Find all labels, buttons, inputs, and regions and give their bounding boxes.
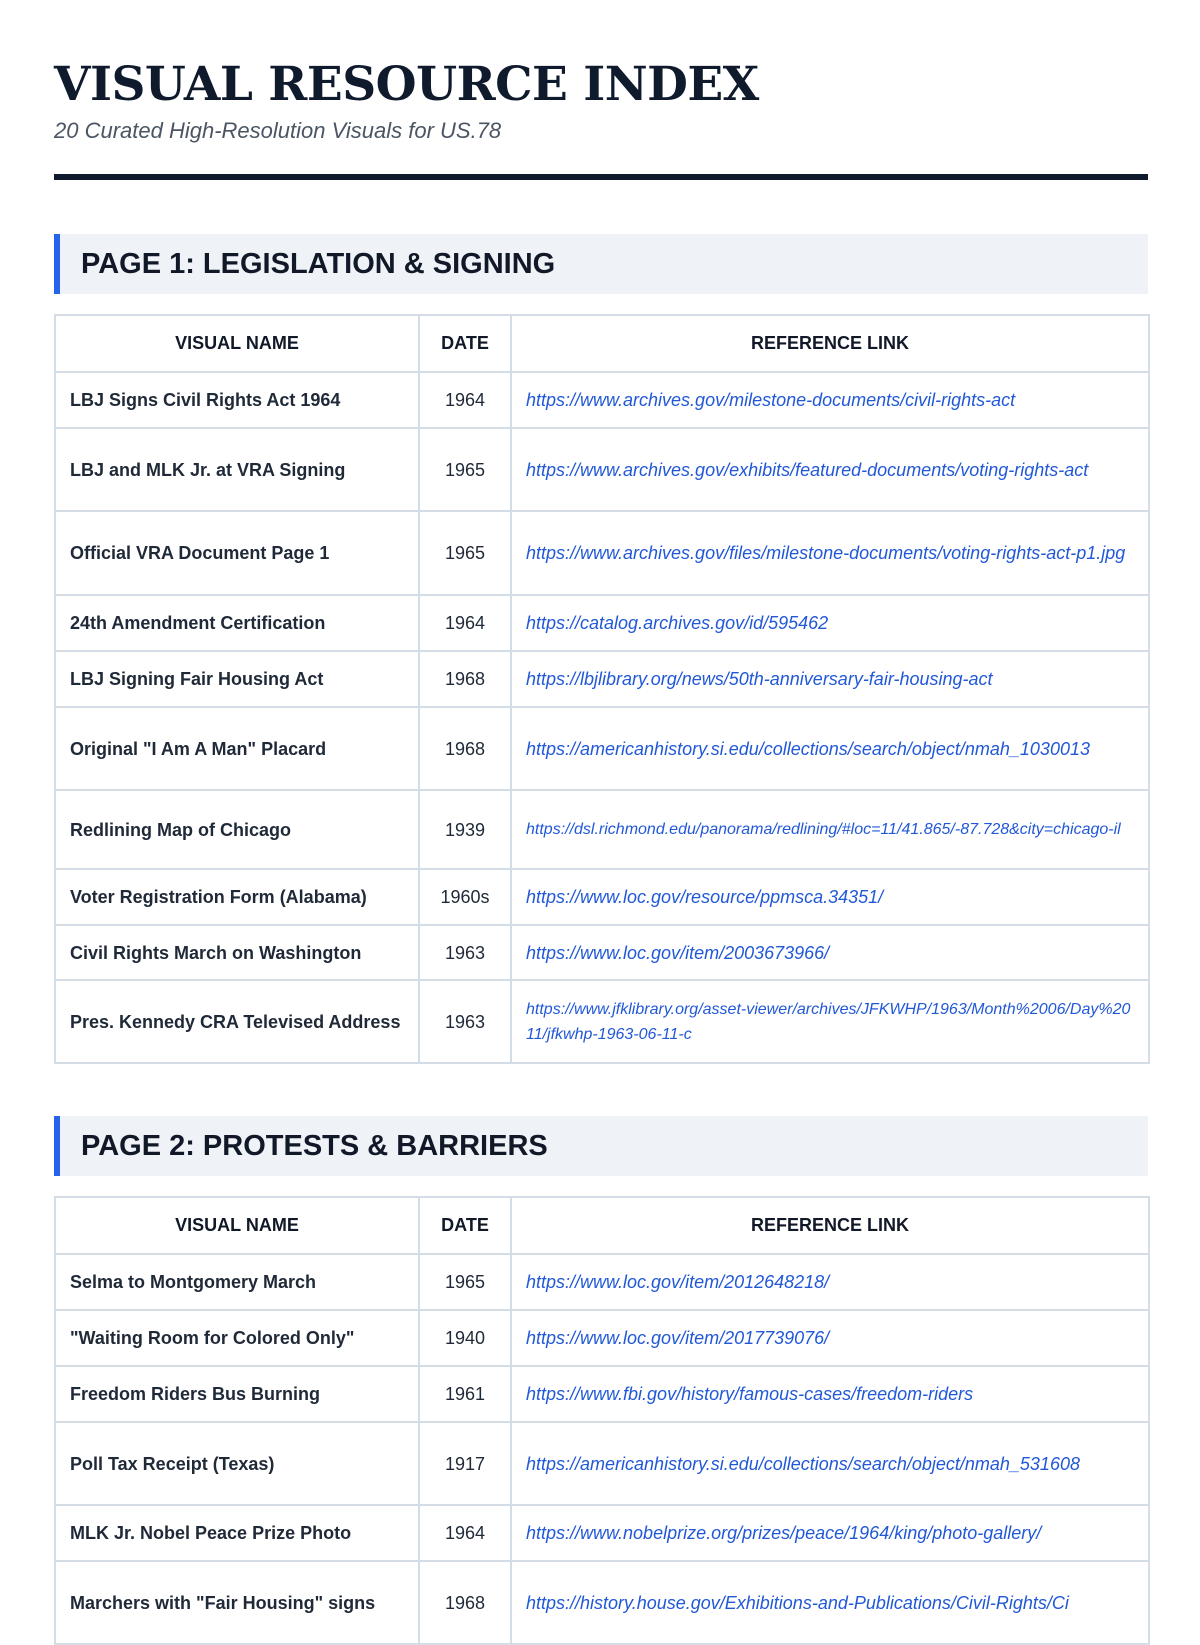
date-cell: 1964 (419, 595, 511, 651)
date-cell: 1964 (419, 372, 511, 428)
visual-name-cell: LBJ and MLK Jr. at VRA Signing (55, 428, 419, 511)
table-row (55, 1366, 1149, 1422)
visual-name-cell: Voter Registration Form (Alabama) (55, 869, 419, 925)
date-cell: 1940 (419, 1310, 511, 1366)
date-cell: 1939 (419, 790, 511, 869)
table-row (55, 372, 1149, 428)
table-row (55, 1561, 1149, 1644)
title-divider (54, 174, 1148, 180)
visual-name-cell: "Waiting Room for Colored Only" (55, 1310, 419, 1366)
column-header-visual-name: VISUAL NAME (55, 315, 419, 372)
date-cell: 1961 (419, 1366, 511, 1422)
visual-name-cell: LBJ Signing Fair Housing Act (55, 651, 419, 707)
table-header-row (55, 315, 1149, 372)
visual-name-cell: Original "I Am A Man" Placard (55, 707, 419, 790)
date-cell: 1968 (419, 707, 511, 790)
section-heading-text: PAGE 1: LEGISLATION & SIGNING (81, 248, 556, 280)
date-cell: 1963 (419, 980, 511, 1063)
visual-name-cell: Selma to Montgomery March (55, 1254, 419, 1310)
reference-link[interactable]: https://history.house.gov/Exhibitions-and-Publications/Civil-Rights/Ci (526, 1592, 1069, 1613)
section-heading-protests (54, 1116, 1148, 1176)
reference-link[interactable]: https://www.archives.gov/files/milestone-documents/voting-rights-act-p1.jpg (526, 543, 1126, 563)
reference-link[interactable]: https://lbjlibrary.org/news/50th-anniversary-fair-housing-act (526, 669, 993, 689)
date-cell: 1968 (419, 1561, 511, 1644)
date-cell: 1965 (419, 428, 511, 511)
table-row (55, 1310, 1149, 1366)
date-cell: 1968 (419, 651, 511, 707)
table-row (55, 1254, 1149, 1310)
visual-name-cell: Pres. Kennedy CRA Televised Address (55, 980, 419, 1063)
table-row (55, 428, 1149, 511)
table-row (55, 707, 1149, 790)
section-heading-text: PAGE 2: PROTESTS & BARRIERS (81, 1130, 548, 1162)
reference-link[interactable]: https://www.loc.gov/resource/ppmsca.34351/ (526, 887, 884, 907)
reference-link[interactable]: https://dsl.richmond.edu/panorama/redlining/#loc=11/41.865/-87.728&city=chicago-il (526, 821, 1121, 838)
date-cell: 1965 (419, 1254, 511, 1310)
section-heading-legislation (54, 234, 1148, 294)
reference-link[interactable]: https://www.nobelprize.org/prizes/peace/1964/king/photo-gallery/ (526, 1523, 1042, 1543)
table-header-row (55, 1197, 1149, 1254)
reference-link[interactable]: https://www.loc.gov/item/2017739076/ (526, 1328, 830, 1348)
table-row (55, 595, 1149, 651)
table-row (55, 980, 1149, 1063)
column-header-reference-link: REFERENCE LINK (511, 315, 1149, 372)
table-row (55, 790, 1149, 869)
visual-name-cell: Poll Tax Receipt (Texas) (55, 1422, 419, 1505)
visual-name-cell: Marchers with "Fair Housing" signs (55, 1561, 419, 1644)
visual-name-cell: Redlining Map of Chicago (55, 790, 419, 869)
column-header-reference-link: REFERENCE LINK (511, 1197, 1149, 1254)
date-cell: 1963 (419, 925, 511, 980)
table-row (55, 869, 1149, 925)
page-subtitle: 20 Curated High-Resolution Visuals for US.78 (54, 118, 502, 143)
column-header-date: DATE (419, 1197, 511, 1254)
reference-link[interactable]: https://www.archives.gov/exhibits/featured-documents/voting-rights-act (526, 459, 1089, 480)
table-row (55, 1422, 1149, 1505)
visual-name-cell: Freedom Riders Bus Burning (55, 1366, 419, 1422)
resource-table-legislation (54, 314, 1150, 1064)
date-cell: 1917 (419, 1422, 511, 1505)
reference-link[interactable]: https://www.fbi.gov/history/famous-cases/freedom-riders (526, 1384, 974, 1404)
visual-name-cell: LBJ Signs Civil Rights Act 1964 (55, 372, 419, 428)
date-cell: 1965 (419, 511, 511, 595)
reference-link[interactable]: https://www.archives.gov/milestone-documents/civil-rights-act (526, 390, 1016, 410)
visual-name-cell: Official VRA Document Page 1 (55, 511, 419, 595)
table-row (55, 511, 1149, 595)
visual-name-cell: MLK Jr. Nobel Peace Prize Photo (55, 1505, 419, 1561)
column-header-date: DATE (419, 315, 511, 372)
table-row (55, 925, 1149, 980)
table-row (55, 651, 1149, 707)
reference-link[interactable]: https://catalog.archives.gov/id/595462 (526, 613, 829, 633)
resource-table-protests (54, 1196, 1150, 1645)
reference-link[interactable]: https://www.loc.gov/item/2003673966/ (526, 942, 830, 963)
column-header-visual-name: VISUAL NAME (55, 1197, 419, 1254)
visual-name-cell: 24th Amendment Certification (55, 595, 419, 651)
reference-link[interactable]: https://www.loc.gov/item/2012648218/ (526, 1272, 830, 1292)
reference-link[interactable]: https://americanhistory.si.edu/collections/search/object/nmah_531608 (526, 1453, 1080, 1474)
date-cell: 1964 (419, 1505, 511, 1561)
visual-name-cell: Civil Rights March on Washington (55, 925, 419, 980)
reference-link[interactable]: https://www.jfklibrary.org/asset-viewer/archives/JFKWHP/1963/Month%2006/Day%2011/jfkwhp-1963-06-11-c (526, 1000, 1131, 1043)
date-cell: 1960s (419, 869, 511, 925)
page-title: VISUAL RESOURCE INDEX (54, 57, 759, 112)
table-row (55, 1505, 1149, 1561)
reference-link[interactable]: https://americanhistory.si.edu/collections/search/object/nmah_1030013 (526, 738, 1090, 759)
